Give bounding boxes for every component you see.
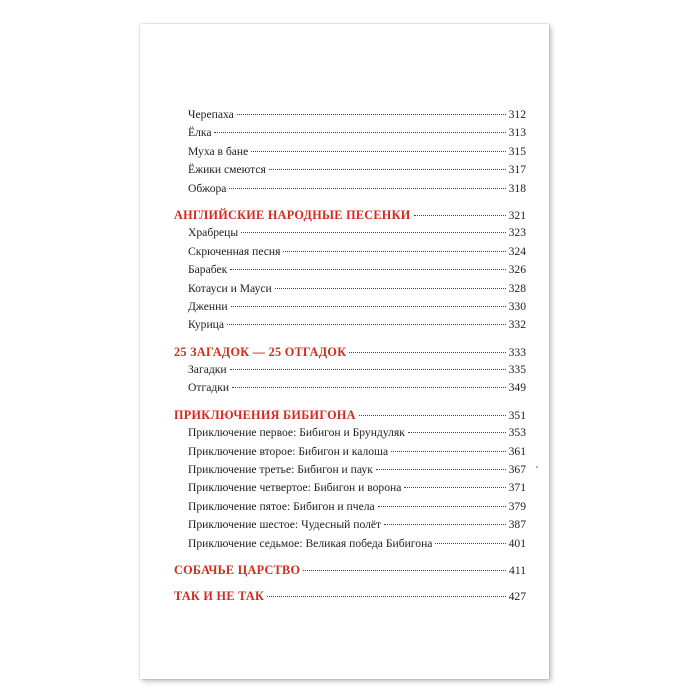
toc-entry — [174, 126, 526, 144]
page-number: 371 — [508, 481, 526, 495]
toc-entry — [174, 282, 526, 300]
dot-leader — [435, 543, 505, 544]
page-number: 333 — [508, 345, 526, 359]
page-number: 324 — [508, 244, 526, 258]
dot-leader — [241, 232, 505, 233]
toc-entry — [174, 381, 526, 399]
entry-title: Загадки — [188, 363, 227, 377]
toc-entry — [174, 263, 526, 281]
page-number: 313 — [508, 126, 526, 140]
table-of-contents — [174, 108, 526, 608]
dot-leader — [229, 188, 505, 189]
toc-entry — [174, 108, 526, 126]
page-number: 315 — [508, 144, 526, 158]
entry-title: Храбрецы — [188, 226, 239, 240]
toc-entry — [174, 481, 526, 499]
page-number: 317 — [508, 163, 526, 177]
section-title: ПРИКЛЮЧЕНИЯ БИБИГОНА — [174, 407, 356, 422]
page-number: 312 — [508, 108, 526, 121]
page-number: 361 — [508, 444, 526, 458]
dot-leader — [376, 469, 506, 470]
dot-leader — [349, 352, 505, 353]
dot-leader — [232, 387, 506, 388]
toc-entry — [174, 245, 526, 263]
entry-title: Приключение пятое: Бибигон и пчела — [188, 499, 375, 513]
page-number: 326 — [508, 263, 526, 277]
dot-leader — [230, 269, 505, 270]
dot-leader — [283, 251, 505, 252]
entry-title: Приключение первое: Бибигон и Брундуляк — [188, 426, 405, 440]
entry-title: Обжора — [188, 181, 227, 195]
dot-leader — [231, 306, 506, 307]
toc-entry — [174, 363, 526, 381]
page-number: 321 — [508, 208, 526, 222]
toc-section-entry — [174, 589, 526, 607]
toc-entry — [174, 163, 526, 181]
toc-entry — [174, 300, 526, 318]
entry-title: Дженни — [188, 299, 228, 313]
dot-leader — [384, 524, 506, 525]
entry-title: Черепаха — [188, 108, 234, 121]
dot-leader — [359, 415, 506, 416]
page-number: 323 — [508, 226, 526, 240]
entry-title: Приключение третье: Бибигон и паук — [188, 463, 373, 477]
entry-title: Ёлка — [188, 126, 212, 140]
toc-section-entry — [174, 208, 526, 226]
page-number: 379 — [508, 499, 526, 513]
dot-leader — [414, 215, 506, 216]
page-number: 411 — [509, 563, 526, 577]
entry-title: Ёжики смеются — [188, 163, 266, 177]
dot-leader — [378, 506, 506, 507]
toc-section-entry — [174, 345, 526, 363]
page-number: 349 — [508, 381, 526, 395]
entry-title: Приключение седьмое: Великая победа Бибигона — [188, 536, 433, 550]
entry-title: Приключение второе: Бибигон и калоша — [188, 444, 389, 458]
section-title: 25 ЗАГАДОК — 25 ОТГАДОК — [174, 344, 347, 359]
toc-entry — [174, 537, 526, 555]
dot-leader — [408, 432, 506, 433]
page-number: 335 — [508, 363, 526, 377]
entry-title: Котауси и Мауси — [188, 281, 272, 295]
dot-leader — [251, 151, 505, 152]
toc-section-entry — [174, 408, 526, 426]
dot-leader — [275, 288, 506, 289]
page-number: 367 — [508, 463, 526, 477]
toc-entry — [174, 426, 526, 444]
toc-entry — [174, 518, 526, 536]
entry-title: Барабек — [188, 263, 228, 277]
dot-leader — [227, 324, 506, 325]
section-title: СОБАЧЬЕ ЦАРСТВО — [174, 562, 301, 577]
dot-leader — [230, 369, 506, 370]
section-title: АНГЛИЙСКИЕ НАРОДНЫЕ ПЕСЕНКИ — [174, 207, 411, 222]
toc-entry — [174, 182, 526, 200]
paper-speck — [536, 466, 538, 468]
toc-entry — [174, 445, 526, 463]
dot-leader — [267, 596, 505, 597]
entry-title: Приключение шестое: Чудесный полёт — [188, 518, 382, 532]
page-number: 332 — [508, 318, 526, 332]
entry-title: Курица — [188, 318, 225, 332]
page-number: 427 — [508, 590, 526, 604]
dot-leader — [404, 487, 505, 488]
entry-title: Муха в бане — [188, 144, 249, 158]
page-number: 387 — [508, 518, 526, 532]
toc-entry — [174, 318, 526, 336]
toc-section-entry — [174, 563, 526, 581]
toc-entry — [174, 463, 526, 481]
dot-leader — [214, 132, 505, 133]
toc-entry — [174, 145, 526, 163]
dot-leader — [269, 169, 506, 170]
page-number: 318 — [508, 181, 526, 195]
dot-leader — [391, 451, 505, 452]
entry-title: Приключение четвертое: Бибигон и ворона — [188, 481, 402, 495]
page-number: 330 — [508, 299, 526, 313]
page-number: 353 — [508, 426, 526, 440]
page-number: 351 — [508, 408, 526, 422]
page-number: 401 — [508, 536, 526, 550]
dot-leader — [237, 114, 506, 115]
toc-entry — [174, 226, 526, 244]
dot-leader — [303, 570, 506, 571]
section-title: ТАК И НЕ ТАК — [174, 589, 265, 604]
page-number: 328 — [508, 281, 526, 295]
entry-title: Отгадки — [188, 381, 230, 395]
toc-entry — [174, 500, 526, 518]
entry-title: Скрюченная песня — [188, 244, 281, 258]
